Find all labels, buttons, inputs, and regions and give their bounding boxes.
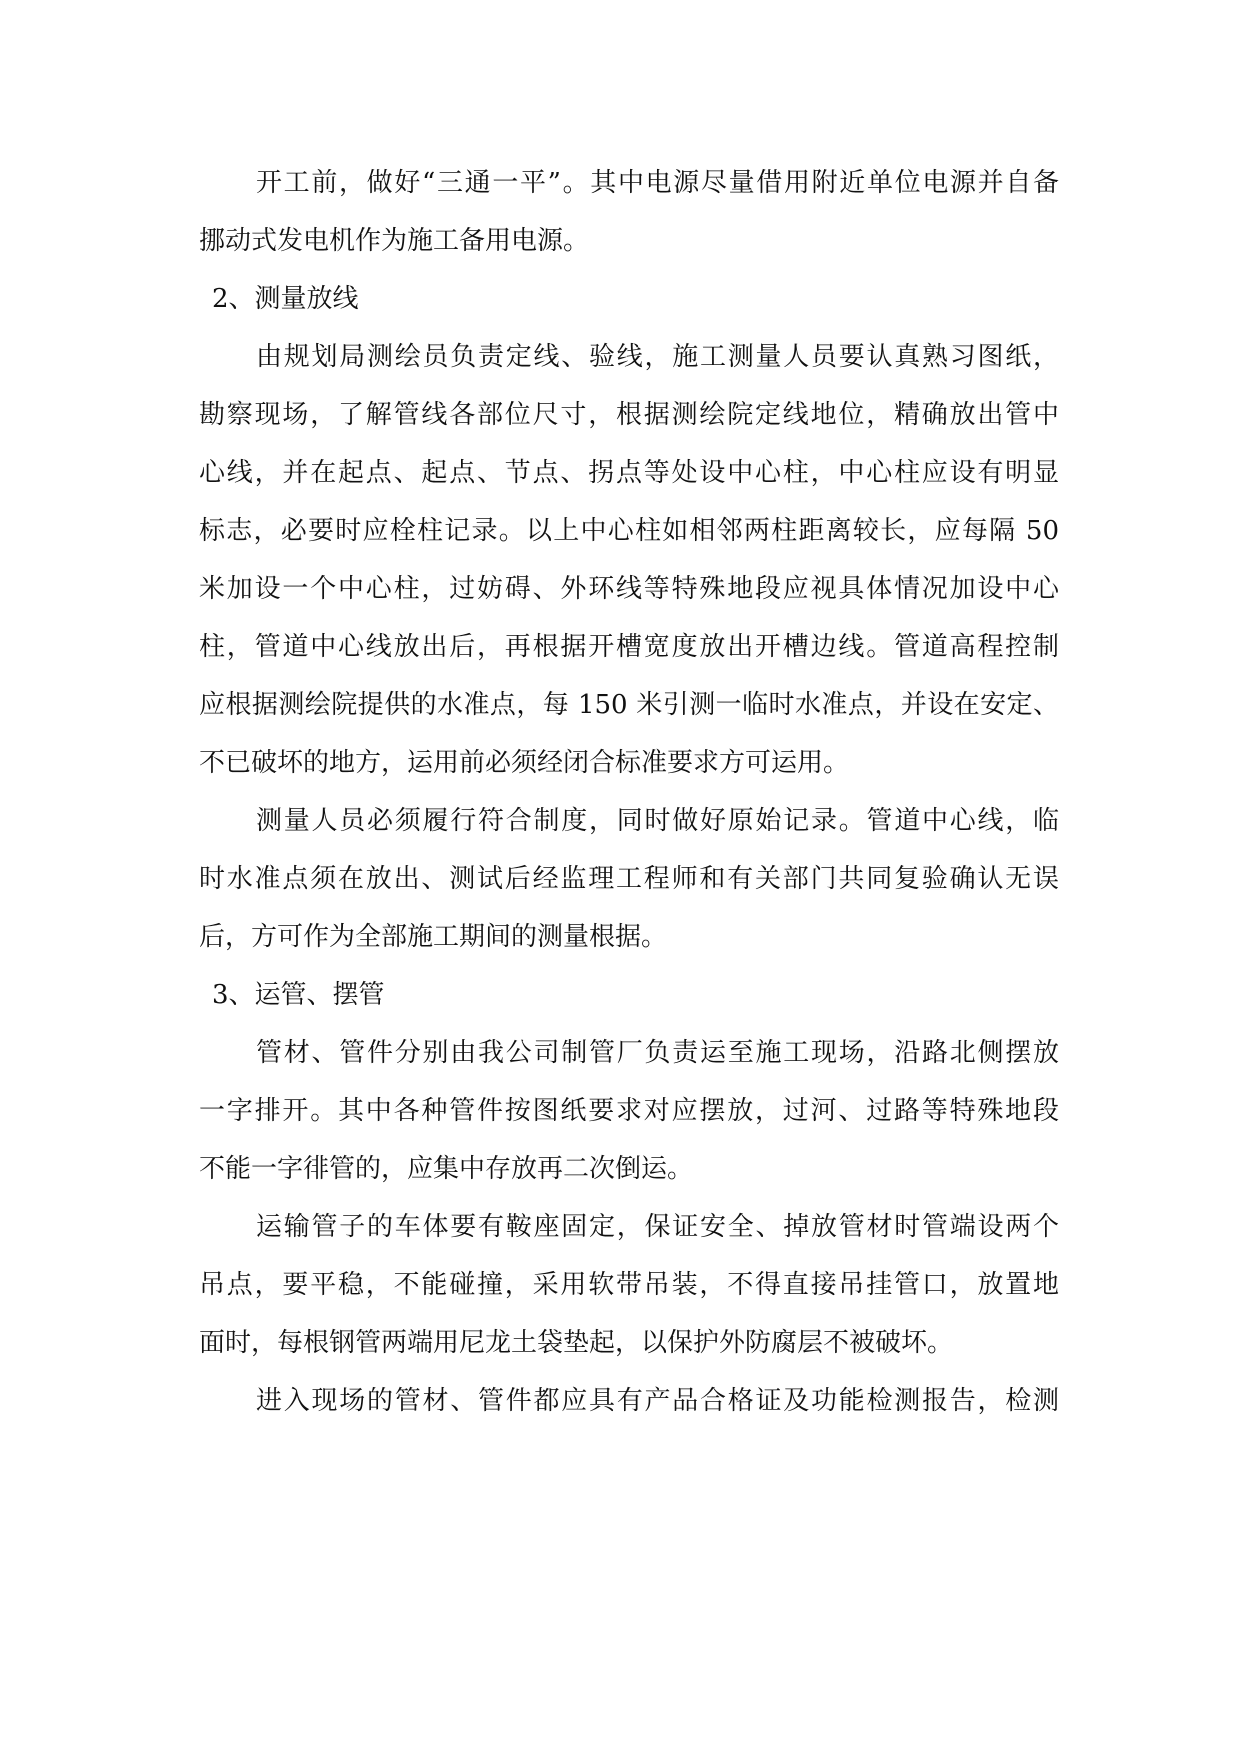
- paragraph-line: 运输管子的车体要有鞍座固定，保证安全、掉放管材时管端设两个: [256, 1212, 1059, 1242]
- paragraph-line: 吊点，要平稳，不能碰撞，采用软带吊装，不得直接吊挂管口，放置地: [199, 1270, 1059, 1300]
- paragraph-line: 应根据测绘院提供的水准点，每 150 米引测一临时水准点，并设在安定、: [199, 690, 1059, 720]
- paragraph-line: 米加设一个中心柱，过妨碍、外环线等特殊地段应视具体情况加设中心: [199, 574, 1059, 604]
- paragraph-line: 挪动式发电机作为施工备用电源。: [199, 226, 590, 256]
- paragraph-line: 开工前，做好“三通一平”。其中电源尽量借用附近单位电源并自备: [256, 168, 1059, 198]
- section-heading: 2、测量放线: [212, 284, 359, 314]
- paragraph-line: 不能一字徘管的，应集中存放再二次倒运。: [199, 1154, 694, 1184]
- paragraph-line: 管材、管件分别由我公司制管厂负责运至施工现场，沿路北侧摆放: [256, 1038, 1059, 1068]
- paragraph-line: 柱，管道中心线放出后，再根据开槽宽度放出开槽边线。管道高程控制: [199, 632, 1059, 662]
- paragraph-line: 面时，每根钢管两端用尼龙土袋垫起，以保护外防腐层不被破坏。: [199, 1328, 954, 1358]
- paragraph-line: 由规划局测绘员负责定线、验线，施工测量人员要认真熟习图纸，: [256, 342, 1059, 372]
- paragraph-line: 心线，并在起点、起点、节点、拐点等处设中心柱，中心柱应设有明显: [199, 458, 1059, 488]
- paragraph-line: 后，方可作为全部施工期间的测量根据。: [199, 922, 668, 952]
- paragraph-line: 标志，必要时应栓柱记录。以上中心柱如相邻两柱距离较长，应每隔 50: [199, 516, 1059, 546]
- paragraph-line: 时水准点须在放出、测试后经监理工程师和有关部门共同复验确认无误: [199, 864, 1059, 894]
- paragraph-line: 勘察现场，了解管线各部位尺寸，根据测绘院定线地位，精确放出管中: [199, 400, 1059, 430]
- section-heading: 3、运管、摆管: [212, 980, 385, 1010]
- paragraph-line: 测量人员必须履行符合制度，同时做好原始记录。管道中心线，临: [256, 806, 1059, 836]
- paragraph-line: 进入现场的管材、管件都应具有产品合格证及功能检测报告，检测: [256, 1386, 1059, 1416]
- paragraph-line: 一字排开。其中各种管件按图纸要求对应摆放，过河、过路等特殊地段: [199, 1096, 1059, 1126]
- paragraph-line: 不已破坏的地方，运用前必须经闭合标准要求方可运用。: [199, 748, 850, 778]
